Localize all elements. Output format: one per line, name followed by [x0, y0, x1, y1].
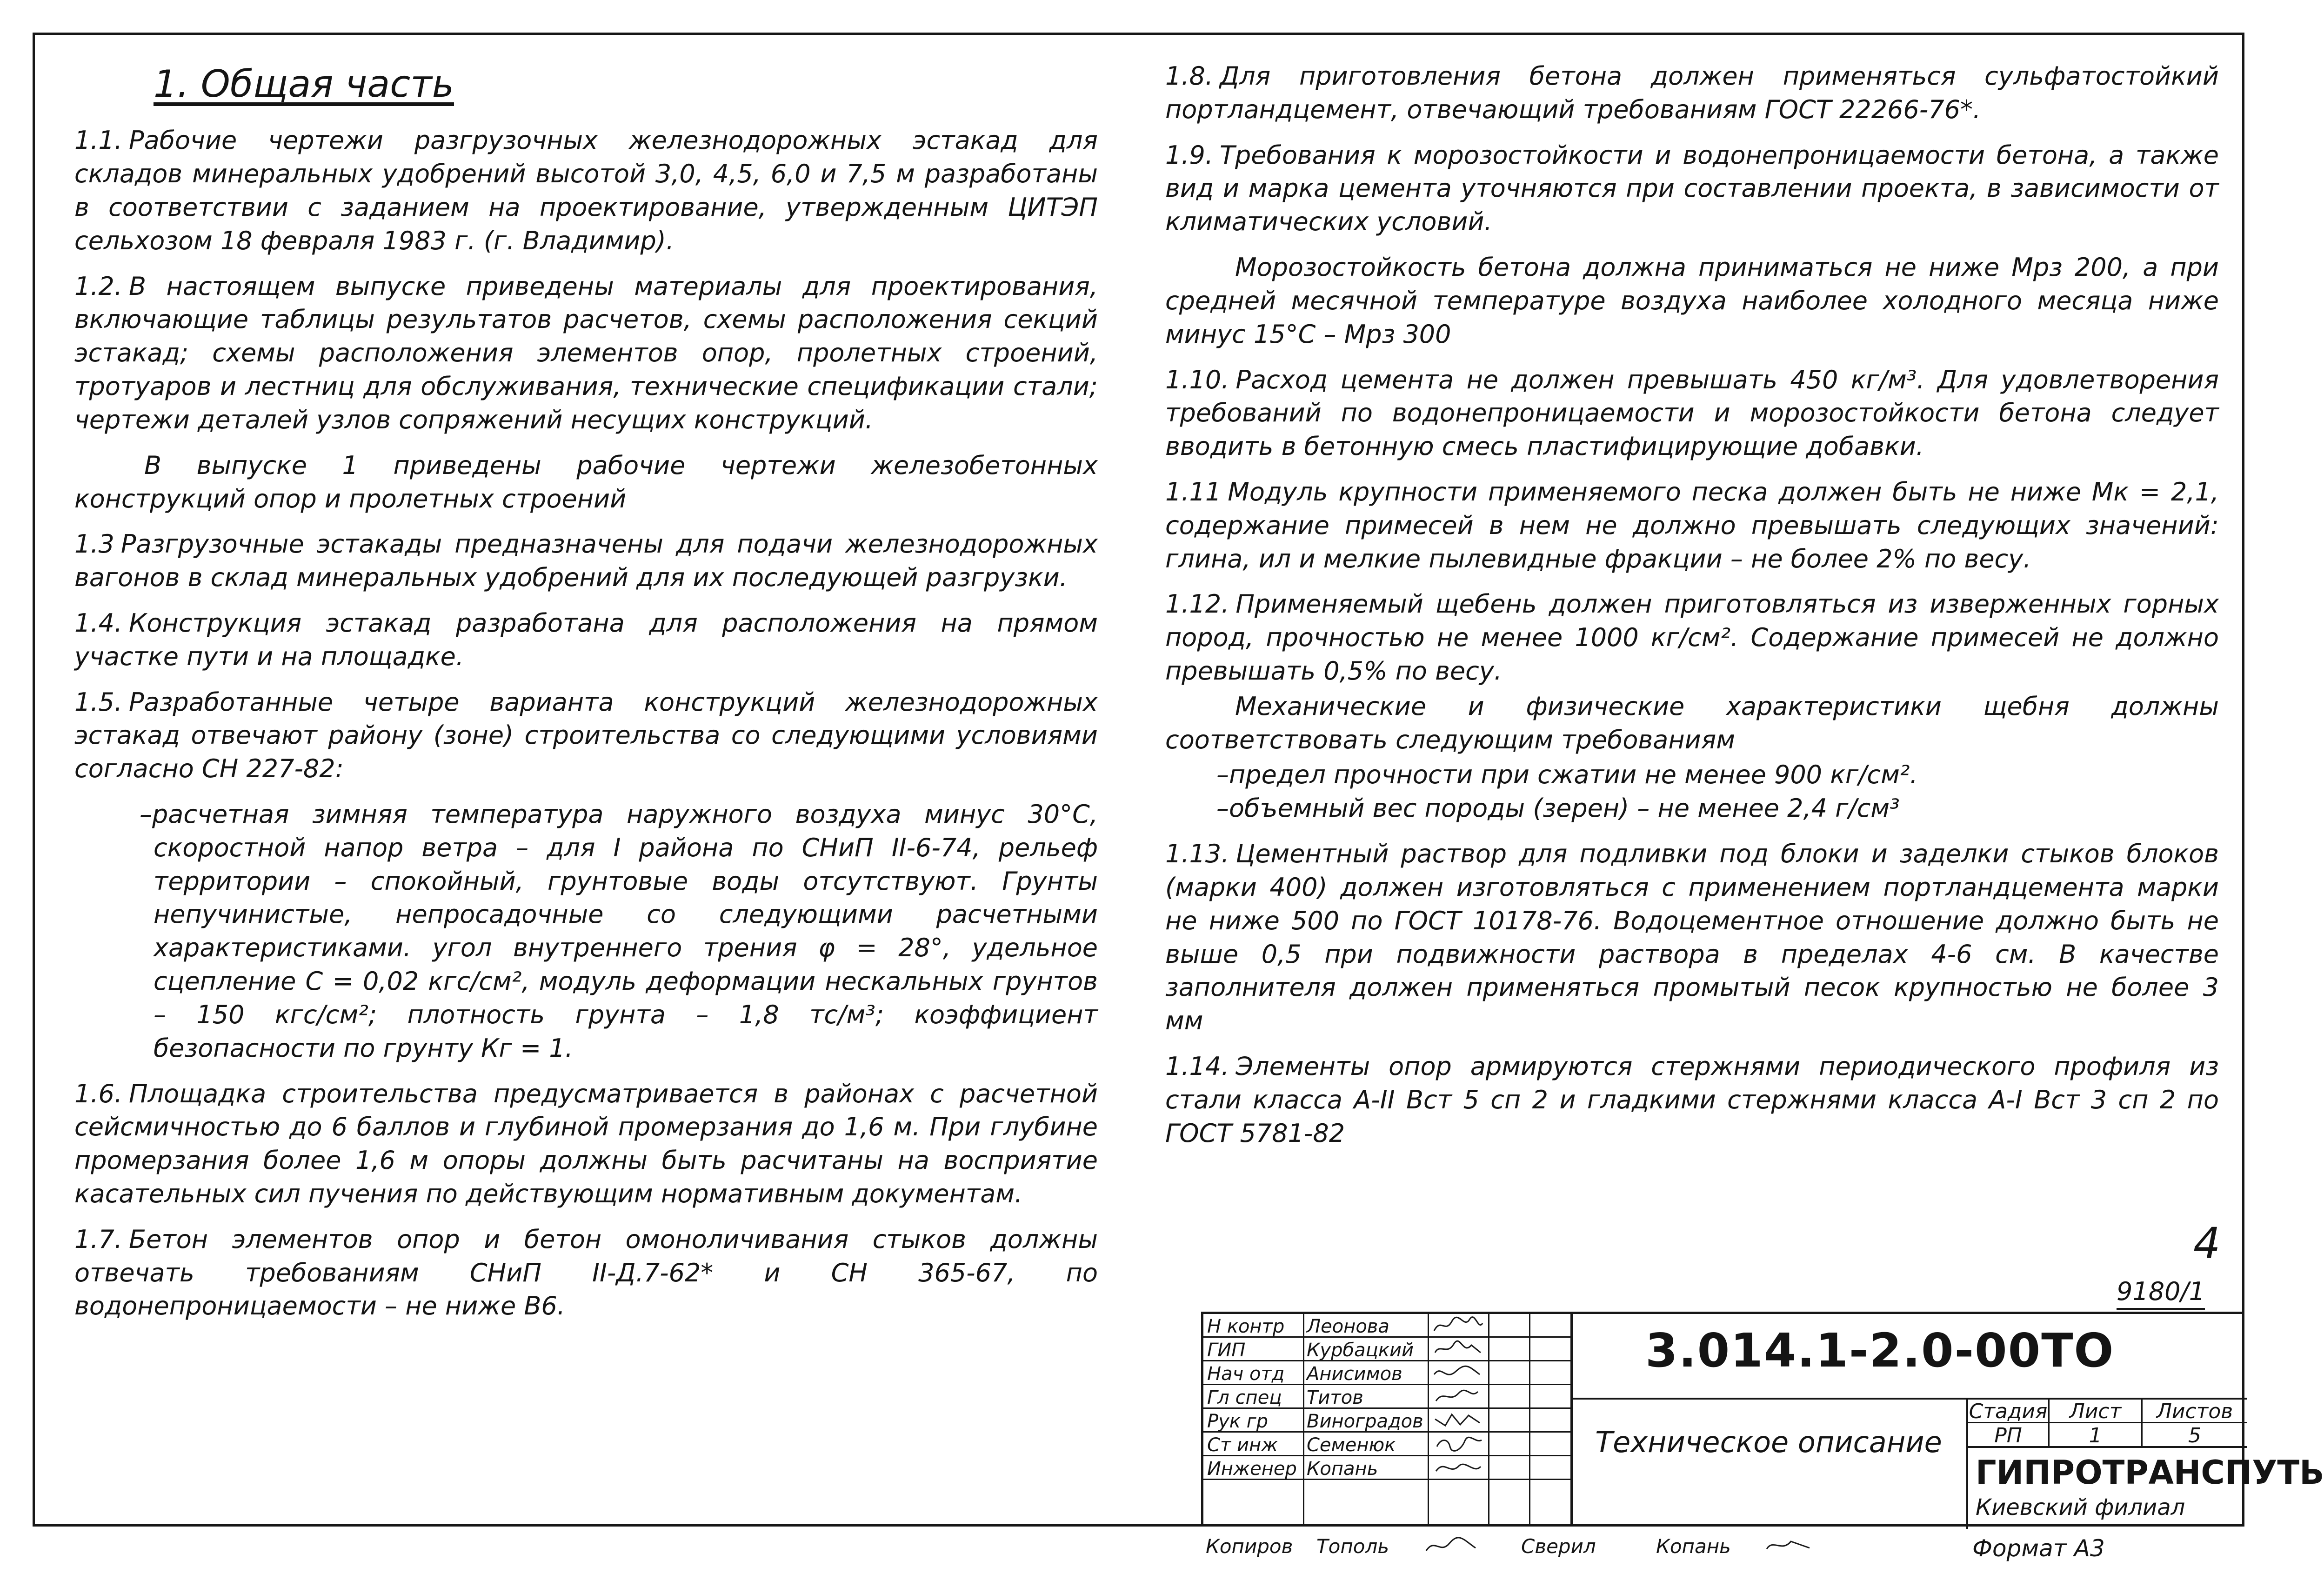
signature-icon	[1431, 1386, 1485, 1407]
role-label: Ст инж	[1207, 1434, 1278, 1456]
paragraph-1-12-requirements	[1165, 758, 2219, 825]
signature-icon	[1431, 1362, 1485, 1383]
paragraph-1-13	[1165, 837, 2219, 1038]
paragraph-1-8	[1165, 60, 2219, 127]
paragraph-1-9-continued: Морозостойкость бетона должна приниматься не ниже Мрз 200, а при средней месячной температуре воздуха наиболее холодного месяца ниже минус 15°С – Мрз 300	[1165, 253, 2219, 349]
organization-branch: Киевский филиал	[1976, 1494, 2185, 1520]
page-number: 4	[2193, 1219, 2221, 1268]
grid-line	[1303, 1314, 1304, 1527]
person-name: Копань	[1307, 1458, 1378, 1480]
paragraph-1-2	[74, 270, 1098, 437]
sheets-value: 5	[2188, 1424, 2201, 1447]
paragraph-number: 1.14.	[1165, 1051, 1229, 1081]
paragraph-1-1	[74, 124, 1098, 257]
signature-icon	[1431, 1457, 1485, 1478]
paragraph-text: В настоящем выпуске приведены материалы для проектирования, включающие таблицы результатов расчетов, схемы расположения секций эстакад; схемы расположения элементов опор, пролетных строений, тротуаров и лестниц для обслуживания, технические спецификации стали; чертежи деталей узлов сопряжений несущих конструкций.	[74, 271, 1098, 434]
stage-label: Стадия	[1969, 1400, 2048, 1423]
document-title: Техническое описание	[1595, 1425, 1942, 1459]
section-heading: 1. Общая часть	[154, 62, 454, 106]
sheets-label: Листов	[2156, 1400, 2233, 1423]
paragraph-text: Рабочие чертежи разгрузочных железнодорожных эстакад для складов минеральных удобрений высотой 3,0, 4,5, 6,0 и 7,5 м разработаны в соответствии с заданием на проектирование, утвержденным ЦИТЭП сельхозом 18 февраля 1983 г. (г. Владимир).	[74, 126, 1098, 255]
paragraph-number: 1.1.	[74, 126, 123, 155]
checked-name: Копань	[1656, 1535, 1731, 1558]
paragraph-1-12-continued: Механические и физические характеристики щебня должны соответствовать следующим требованиям	[1165, 691, 2219, 754]
requirement-item: –объемный вес породы (зерен) – не менее 2,4 г/см³	[1216, 794, 1900, 823]
signature-row	[1203, 1361, 1572, 1385]
person-name: Леонова	[1307, 1316, 1389, 1337]
paragraph-text: Модуль крупности применяемого песка должен быть не ниже Мк = 2,1, содержание примесей в нем не должно превышать следующих значений: глина, ил и мелкие пылевидные фракции – не более 2% по весу.	[1165, 477, 2219, 573]
signature-icon	[1431, 1315, 1485, 1335]
signature-row-empty	[1203, 1480, 1572, 1504]
paragraph-text: Бетон элементов опор и бетон омоноличивания стыков должны отвечать требованиям СНиП II-Д.7-62* и СН 365-67, по водонепроницаемости – не ниже В6.	[74, 1224, 1098, 1321]
paragraph-1-5-conditions: –расчетная зимняя температура наружного воздуха минус 30°С, скоростной напор ветра – для I района по СНиП II-6-74, рельеф территории – спокойный, грунтовые воды отсутствуют. Грунты непучинистые, непросадочные со следующими расчетными характеристиками. угол внутреннего трения φ = 28°, удельное сцепление С = 0,02 кгс/см², модуль деформации нескальных грунтов – 150 кгс/см²; плотность грунта – 1,8 тс/м³; коэффициент безопасности по грунту Кг = 1.	[140, 800, 1098, 1063]
signature-icon	[1431, 1410, 1485, 1430]
paragraph-1-7	[74, 1223, 1098, 1323]
signature-icon	[1423, 1534, 1479, 1557]
paragraph-text: Для приготовления бетона должен применяться сульфатостойкий портландцемент, отвечающий требованиям ГОСТ 22266-76*.	[1165, 61, 2219, 124]
paragraph-text: Элементы опор армируются стержнями периодического профиля из стали класса А-II Вст 5 сп 2 и гладкими стержнями класса А-I Вст 3 сп 2 по ГОСТ 5781-82	[1165, 1051, 2219, 1148]
signature-row	[1203, 1456, 1572, 1480]
signature-icon	[1763, 1534, 1819, 1557]
paragraph-number: 1.2.	[74, 271, 123, 301]
paragraph-number: 1.6.	[74, 1079, 123, 1108]
signature-row	[1203, 1409, 1572, 1433]
grid-line	[1529, 1314, 1530, 1527]
role-label: Н контр	[1207, 1316, 1285, 1337]
paragraph-1-14	[1165, 1050, 2219, 1150]
paragraph-text: Применяемый щебень должен приготовляться из изверженных горных пород, прочностью не менее 1000 кг/см². Содержание примесей не должно превышать 0,5% по весу.	[1165, 589, 2219, 686]
role-label: Рук гр	[1207, 1411, 1269, 1432]
stage-value: РП	[1994, 1424, 2022, 1447]
person-name: Курбацкий	[1307, 1340, 1414, 1361]
paragraph-number: 1.8.	[1165, 61, 1214, 91]
person-name: Виноградов	[1307, 1411, 1423, 1432]
role-label: ГИП	[1207, 1340, 1246, 1361]
paragraph-number: 1.3	[74, 529, 114, 559]
person-name: Семенюк	[1307, 1434, 1396, 1456]
signature-row	[1203, 1433, 1572, 1456]
paragraph-number: 1.10.	[1165, 365, 1229, 394]
paragraph-1-6	[74, 1077, 1098, 1211]
paragraph-number: 1.9.	[1165, 140, 1214, 170]
document-code: 3.014.1-2.0-00ТО	[1645, 1323, 2115, 1378]
person-name: Титов	[1307, 1387, 1363, 1408]
grid-line	[1488, 1314, 1489, 1527]
role-label: Инженер	[1207, 1458, 1297, 1480]
paragraph-1-4	[74, 607, 1098, 673]
sheet-label: Лист	[2069, 1400, 2122, 1423]
signature-icon	[1431, 1339, 1485, 1359]
paragraph-text: Площадка строительства предусматривается в районах с расчетной сейсмичностью до 6 баллов и глубиной промерзания до 1,6 м. При глубине промерзания более 1,6 м опоры должны быть расчитаны на восприятие касательных сил пучения по действующим нормативным документам.	[74, 1079, 1098, 1208]
paragraph-text: Конструкция эстакад разработана для расположения на прямом участке пути и на площадке.	[74, 608, 1098, 671]
copied-name: Тополь	[1316, 1535, 1389, 1558]
paragraph-1-11	[1165, 475, 2219, 575]
paragraph-number: 1.12.	[1165, 589, 1229, 619]
signature-row	[1203, 1314, 1572, 1338]
role-label: Нач отд	[1207, 1363, 1285, 1385]
grid-line	[1428, 1314, 1429, 1527]
document-number: 9180/1	[2117, 1277, 2205, 1310]
signature-row	[1203, 1385, 1572, 1409]
role-label: Гл спец	[1207, 1387, 1282, 1408]
paragraph-text: Расход цемента не должен превышать 450 кг/м³. Для удовлетворения требований по водонепроницаемости и морозостойкости бетона следует вводить в бетонную смесь пластифицирующие добавки.	[1165, 365, 2219, 461]
paragraph-1-2-continued: В выпуске 1 приведены рабочие чертежи железобетонных конструкций опор и пролетных строений	[74, 450, 1098, 513]
paragraph-1-5	[74, 686, 1098, 786]
paragraph-number: 1.5.	[74, 687, 123, 717]
title-block	[1201, 1312, 2324, 1527]
paragraph-number: 1.7.	[74, 1224, 123, 1254]
paragraph-1-10	[1165, 363, 2219, 463]
paragraph-1-9	[1165, 139, 2219, 239]
paragraph-text: Разработанные четыре варианта конструкций железнодорожных эстакад отвечают району (зоне) строительства со следующими условиями согласно СН 227-82:	[74, 687, 1098, 784]
signature-grid	[1203, 1314, 1572, 1527]
copied-label: Копиров	[1206, 1535, 1293, 1558]
paragraph-number: 1.11	[1165, 477, 1222, 507]
grid-line	[1570, 1314, 1573, 1527]
paragraph-text: Цементный раствор для подливки под блоки и заделки стыков блоков (марки 400) должен изготовляться с применением портландцемента марки не ниже 500 по ГОСТ 10178-76. Водоцементное отношение должно быть не выше 0,5 при подвижности раствора в пределах 4-6 см. В качестве заполнителя должен применяться промытый песок крупностью не более 3 мм	[1165, 839, 2219, 1036]
signature-icon	[1431, 1434, 1485, 1454]
signature-row	[1203, 1338, 1572, 1361]
paragraph-number: 1.4.	[74, 608, 123, 638]
paragraph-text: Разгрузочные эстакады предназначены для подачи железнодорожных вагонов в склад минеральных удобрений для их последующей разгрузки.	[74, 529, 1098, 593]
right-column	[1165, 60, 2219, 1162]
checked-label: Сверил	[1521, 1535, 1596, 1558]
sheet-value: 1	[2089, 1424, 2102, 1447]
paragraph-1-12	[1165, 587, 2219, 687]
sheet-format: Формат А3	[1972, 1535, 2105, 1562]
paragraph-text: Требования к морозостойкости и водонепроницаемости бетона, а также вид и марка цемента уточняются при составлении проекта, в зависимости от климатических условий.	[1165, 140, 2219, 237]
person-name: Анисимов	[1307, 1363, 1402, 1385]
left-column	[74, 60, 1098, 1335]
requirement-item: –предел прочности при сжатии не менее 900 кг/см².	[1216, 760, 1918, 790]
organization-name: ГИПРОТРАНСПУТЬ	[1976, 1454, 2324, 1492]
paragraph-1-3	[74, 527, 1098, 594]
paragraph-number: 1.13.	[1165, 839, 1229, 869]
